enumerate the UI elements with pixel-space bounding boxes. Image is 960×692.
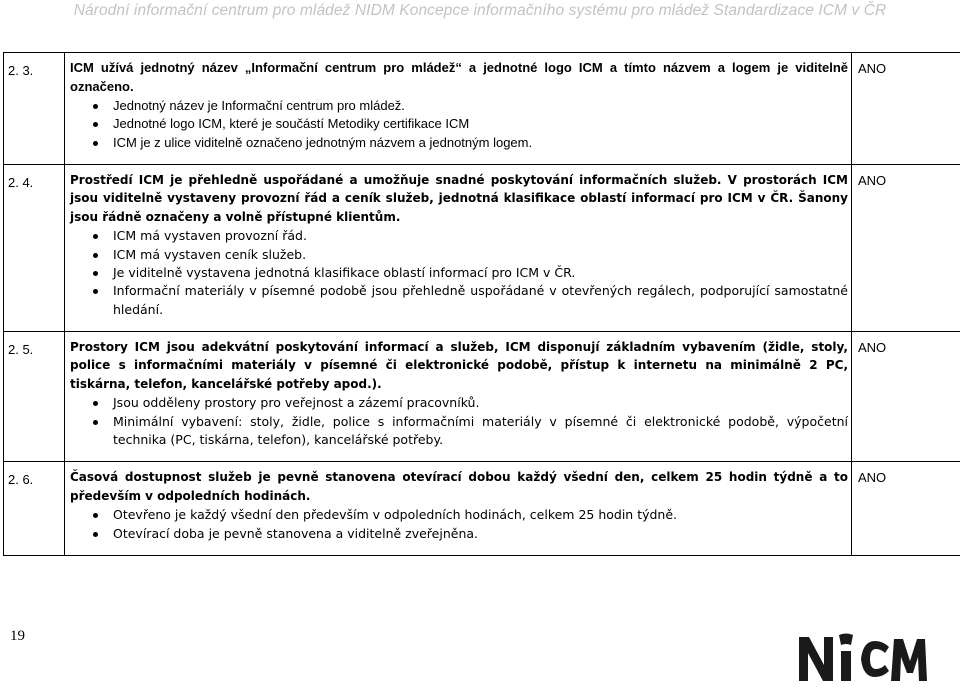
list-item: Jednotné logo ICM, které je součástí Metodiky certifikace ICM: [113, 115, 848, 133]
row-number: 2. 5.: [8, 341, 34, 357]
answer-cell: [852, 331, 960, 461]
requirement-cell: [65, 331, 852, 461]
table-row: [4, 53, 960, 165]
criteria-list: [70, 506, 848, 543]
answer-value: ANO: [858, 61, 887, 76]
list-item: Otevřeno je každý všední den především v odpoledních hodinách, celkem 25 hodin týdně.: [113, 506, 848, 524]
list-item: Minimální vybavení: stoly, židle, police s informačními materiály v písemné či elektronické podobě, výpočetní technika (PC, tiskárna, telefon), kancelářské potřeby.: [113, 413, 848, 450]
requirement-cell: [65, 462, 852, 556]
table-row: [4, 462, 960, 556]
requirement-title: Prostředí ICM je přehledně uspořádané a umožňuje snadné poskytování informačních služeb. V prostorách ICM jsou viditelně vystaveny provozní řád a ceník služeb, jednotná klasifikace oblastí informací pro ICM v ČR. Šanony jsou řádně označeny a volně přístupné klientům.: [70, 172, 848, 224]
nicm-logo: [797, 631, 927, 683]
list-item: ICM má vystaven provozní řád.: [113, 227, 848, 245]
row-number-cell: [4, 53, 65, 165]
answer-cell: [852, 53, 960, 165]
list-item: Otevírací doba je pevně stanovena a viditelně zveřejněna.: [113, 525, 848, 543]
requirement-title: Prostory ICM jsou adekvátní poskytování informací a služeb, ICM disponují základním vybavením (židle, stoly, police s informačními materiály v písemné či elektronické podobě, přístup k internetu na minimálně 2 PC, tiskárna, telefon, kancelářské potřeby apod.).: [70, 339, 848, 391]
answer-value: ANO: [858, 172, 887, 188]
page-number: 19: [10, 628, 25, 644]
row-number: 2. 4.: [8, 174, 34, 190]
answer-value: ANO: [858, 470, 887, 486]
row-number-cell: [4, 164, 65, 331]
table-row: [4, 331, 960, 461]
answer-value: ANO: [858, 339, 887, 355]
criteria-list: [70, 394, 848, 449]
list-item: Jsou odděleny prostory pro veřejnost a zázemí pracovníků.: [113, 394, 848, 412]
criteria-list: [70, 227, 848, 318]
list-item: Jednotný název je Informační centrum pro mládež.: [113, 97, 848, 115]
page-header: Národní informační centrum pro mládež NIDM Koncepce informačního systému pro mládež Standardizace ICM v ČR: [73, 2, 887, 19]
row-number-cell: [4, 331, 65, 461]
row-number: 2. 3.: [8, 63, 34, 78]
row-number: 2. 6.: [8, 472, 34, 488]
row-number-cell: [4, 462, 65, 556]
requirement-title: Časová dostupnost služeb je pevně stanovena otevírací dobou každý všední den, celkem 25 hodin týdně a to především v odpoledních hodinách.: [70, 470, 848, 503]
list-item: Informační materiály v písemné podobě jsou přehledně uspořádané v otevřených regálech, podporující samostatné hledání.: [113, 282, 848, 319]
answer-cell: [852, 164, 960, 331]
list-item: ICM má vystaven ceník služeb.: [113, 246, 848, 264]
list-item: ICM je z ulice viditelně označeno jednotným názvem a jednotným logem.: [113, 134, 848, 152]
requirement-cell: [65, 53, 852, 165]
list-item: Je viditelně vystavena jednotná klasifikace oblastí informací pro ICM v ČR.: [113, 264, 848, 282]
table-row: [4, 164, 960, 331]
requirement-title: ICM užívá jednotný název „Informační centrum pro mládež“ a jednotné logo ICM a tímto názvem a logem je viditelně označeno.: [70, 60, 848, 94]
requirement-cell: [65, 164, 852, 331]
requirements-table: [3, 52, 960, 556]
criteria-list: [70, 97, 848, 152]
answer-cell: [852, 462, 960, 556]
